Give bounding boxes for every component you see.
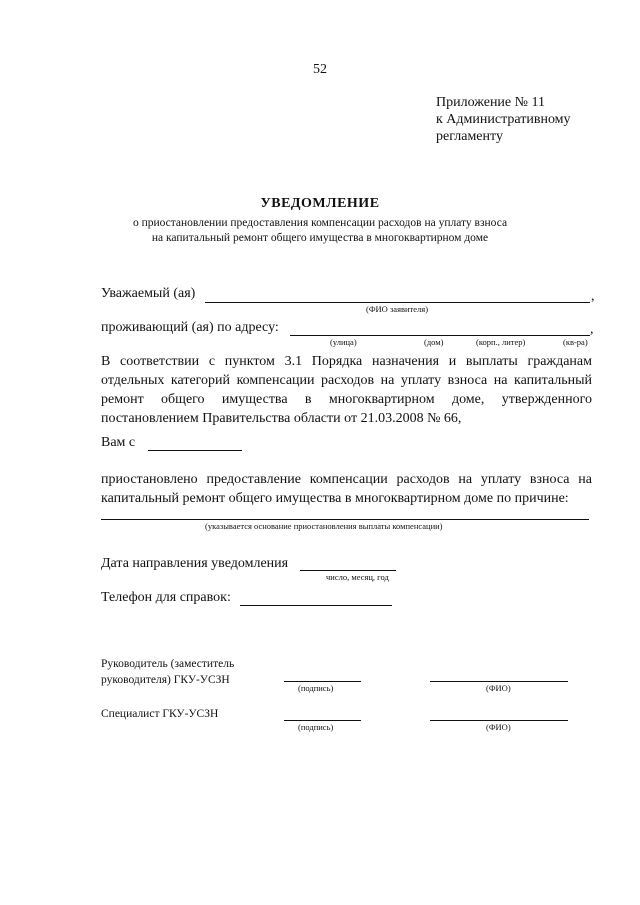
since-label: Вам с (101, 435, 136, 450)
signatory-role-head (101, 656, 234, 688)
reason-caption: (указывается основание приостановления выплаты компенсации) (205, 521, 443, 531)
appendix-reference (436, 94, 571, 145)
head-signature-caption: (подпись) (298, 683, 334, 693)
address-caption-apartment: (кв-ра) (563, 337, 588, 347)
document-subtitle (0, 216, 640, 246)
subtitle-line-1: о приостановлении предоставления компенсации расходов на уплату взноса (132, 217, 508, 229)
suspension-paragraph: приостановлено предоставление компенсации расходов на уплату взноса на капитальный ремонт общего имущества в многоквартирном доме по причине: (101, 472, 592, 506)
notice-date-label: Дата направления уведомления (101, 556, 289, 571)
specialist-name-field[interactable] (430, 720, 568, 721)
notice-date-field[interactable] (300, 570, 396, 571)
appendix-line-1: Приложение № 11 (436, 95, 545, 110)
address-caption-street: (улица) (330, 337, 357, 347)
page-number: 52 (313, 62, 327, 77)
head-signature-field[interactable] (284, 681, 361, 682)
addressee-label: Уважаемый (ая) (101, 286, 196, 301)
address-field[interactable] (290, 335, 590, 336)
addressee-name-field[interactable] (205, 302, 590, 303)
appendix-line-2: к Административному (436, 112, 571, 127)
addressee-comma: , (591, 289, 595, 304)
phone-label: Телефон для справок: (101, 590, 231, 605)
specialist-signature-field[interactable] (284, 720, 361, 721)
legal-basis-paragraph: В соответствии с пунктом 3.1 Порядка назначения и выплаты гражданам отдельных категорий компенсации расходов на уплату взноса на капитальный ремонт общего имущества в многоквартирном доме, утвержденного постановлением Правительства области от 21.03.2008 № 66, (101, 354, 592, 426)
since-date-field[interactable] (148, 450, 242, 451)
document-title: УВЕДОМЛЕНИЕ (260, 196, 380, 211)
specialist-name-caption: (ФИО) (486, 722, 511, 732)
head-name-caption: (ФИО) (486, 683, 511, 693)
head-name-field[interactable] (430, 681, 568, 682)
notice-date-caption: число, месяц, год (326, 572, 389, 582)
address-label: проживающий (ая) по адресу: (101, 320, 279, 335)
specialist-signature-caption: (подпись) (298, 722, 334, 732)
address-comma: , (590, 322, 594, 337)
subtitle-line-2: на капитальный ремонт общего имущества в многоквартирном доме (151, 232, 489, 244)
address-caption-house: (дом) (424, 337, 444, 347)
addressee-caption: (ФИО заявителя) (366, 304, 429, 314)
signatory-role-line-1: Руководитель (заместитель (101, 658, 235, 670)
signatory-role-line-2: руководителя) ГКУ-УСЗН (101, 674, 230, 686)
address-caption-building: (корп., литер) (476, 337, 526, 347)
phone-field[interactable] (240, 605, 392, 606)
signatory-role-specialist: Специалист ГКУ-УСЗН (101, 708, 219, 720)
appendix-line-3: регламенту (436, 129, 503, 144)
reason-field[interactable] (101, 519, 589, 520)
